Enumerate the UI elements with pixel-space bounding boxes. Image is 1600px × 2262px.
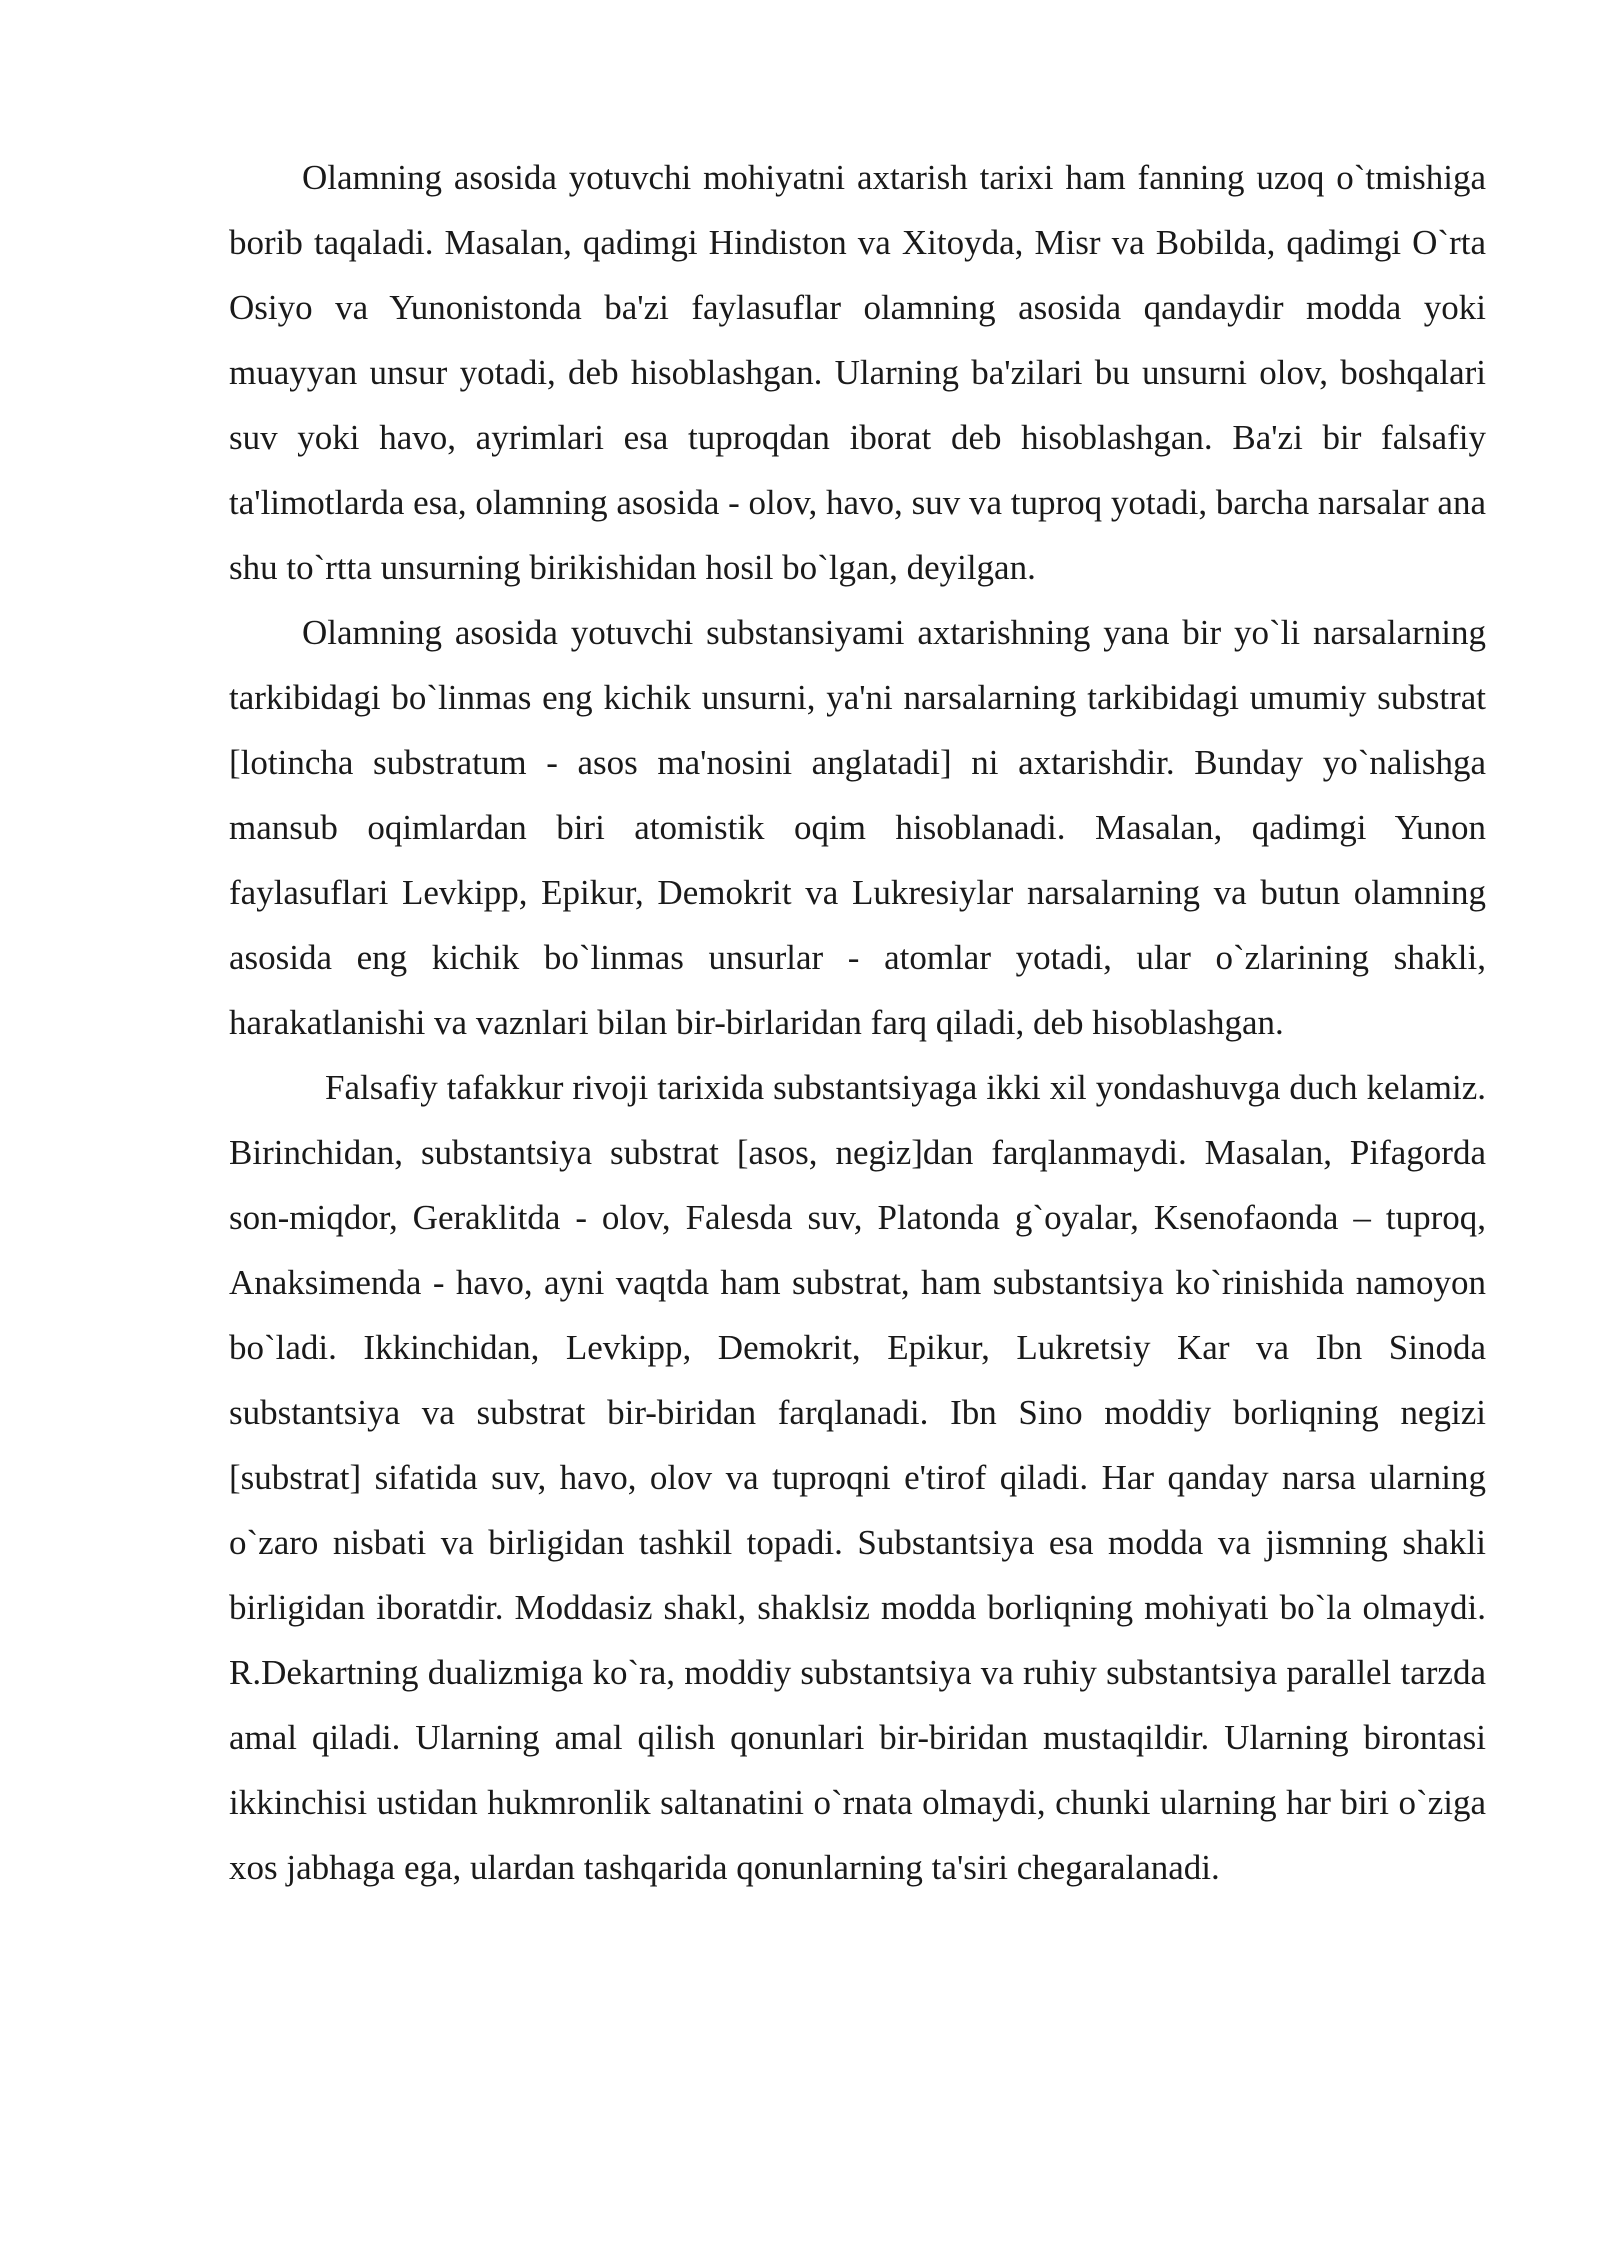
paragraph-3: Falsafiy tafakkur rivoji tarixida substantsiyaga ikki xil yondashuvga duch kelamiz. Birinchidan, substantsiya substrat [asos, negiz]dan farqlanmaydi. Masalan, Pifagorda son-miqdor, Geraklitda - olov, Falesda suv, Platonda g`oyalar, Ksenofaonda – tuproq, Anaksimenda - havo, ayni vaqtda ham substrat, ham substantsiya ko`rinishida namoyon bo`ladi. Ikkinchidan, Levkipp, Demokrit, Epikur, Lukretsiy Kar va Ibn Sinoda substantsiya va substrat bir-biridan farqlanadi. Ibn Sino moddiy borliqning negizi [substrat] sifatida suv, havo, olov va tuproqni e'tirof qiladi. Har qanday narsa ularning o`zaro nisbati va birligidan tashkil topadi. Substantsiya esa modda va jismning shakli birligidan iboratdir. Moddasiz shakl, shaklsiz modda borliqning mohiyati bo`la olmaydi. R.Dekartning dualizmiga ko`ra, moddiy substantsiya va ruhiy substantsiya parallel tarzda amal qiladi. Ularning amal qilish qonunlari bir-biridan mustaqildir. Ularning birontasi ikkinchisi ustidan hukmronlik saltanatini o`rnata olmaydi, chunki ularning har biri o`ziga xos jabhaga ega, ulardan tashqarida qonunlarning ta'siri chegaralanadi. — [229, 1068, 1486, 1887]
document-body — [229, 145, 1486, 1900]
paragraph-2: Olamning asosida yotuvchi substansiyami axtarishning yana bir yo`li narsalarning tarkibidagi bo`linmas eng kichik unsurni, ya'ni narsalarning tarkibidagi umumiy substrat [lotincha substratum - asos ma'nosini anglatadi] ni axtarishdir. Bunday yo`nalishga mansub oqimlardan biri atomistik oqim hisoblanadi. Masalan, qadimgi Yunon faylasuflari Levkipp, Epikur, Demokrit va Lukresiylar narsalarning va butun olamning asosida eng kichik bo`linmas unsurlar - atomlar yotadi, ular o`zlarining shakli, harakatlanishi va vaznlari bilan bir-birlaridan farq qiladi, deb hisoblashgan. — [229, 613, 1486, 1042]
paragraph-1: Olamning asosida yotuvchi mohiyatni axtarish tarixi ham fanning uzoq o`tmishiga borib taqaladi. Masalan, qadimgi Hindiston va Xitoyda, Misr va Bobilda, qadimgi O`rta Osiyo va Yunonistonda ba'zi faylasuflar olamning asosida qandaydir modda yoki muayyan unsur yotadi, deb hisoblashgan. Ularning ba'zilari bu unsurni olov, boshqalari suv yoki havo, ayrimlari esa tuproqdan iborat deb hisoblashgan. Ba'zi bir falsafiy ta'limotlarda esa, olamning asosida - olov, havo, suv va tuproq yotadi, barcha narsalar ana shu to`rtta unsurning birikishidan hosil bo`lgan, deyilgan. — [229, 158, 1486, 587]
